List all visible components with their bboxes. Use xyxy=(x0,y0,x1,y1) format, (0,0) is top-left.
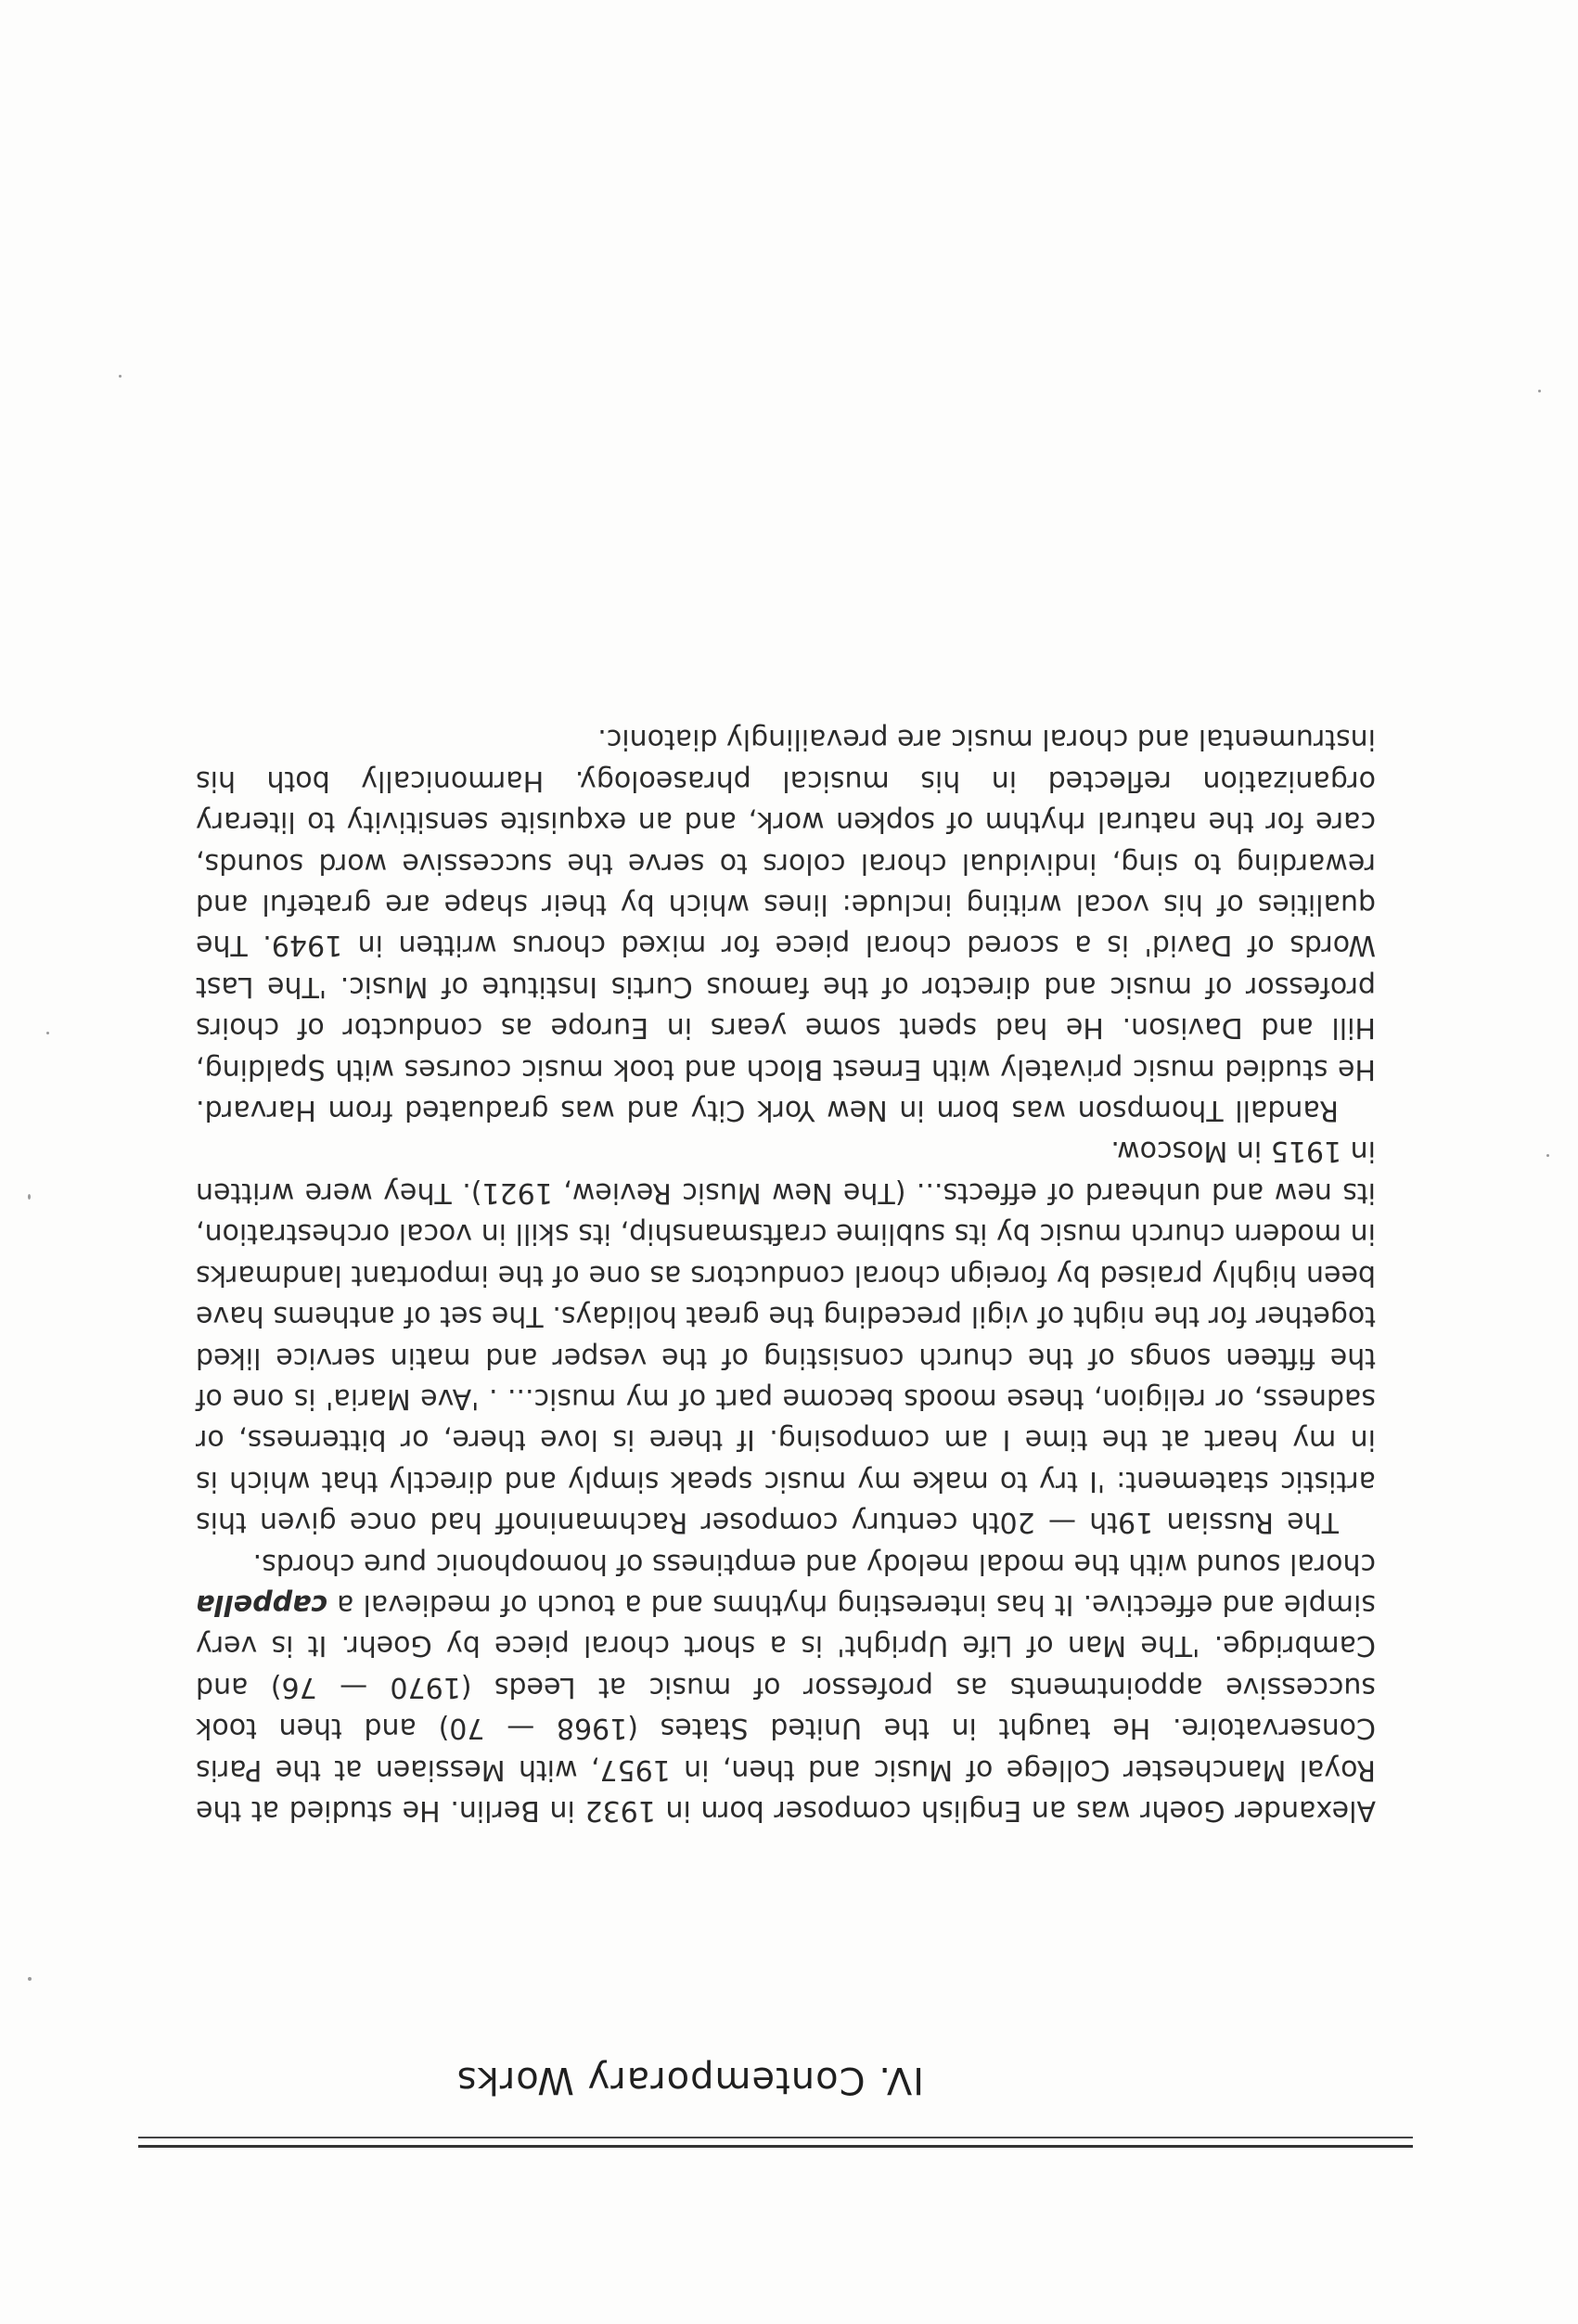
scan-speck xyxy=(119,375,122,378)
goehr-text-part1: Alexander Goehr was an English composer born in 1932 in Berlin. He studied at the Royal Manchester College of Music and then, in 1957, with Messiaen at the Paris Conservatoire. He taught in the United States (1968 — 70) and then took successive appointments as professor of music at Leeds (1970 — 76) and Cambridge. 'The Man of Life Upright' is a short choral piece by Goehr. It is very simple and effective. It has interesting rhythms and a touch of medieval a xyxy=(196,1587,1376,1827)
goehr-emphasis: cappella xyxy=(196,1587,328,1621)
scan-speck xyxy=(1546,1154,1549,1157)
paragraph-rachmaninoff: The Russian 19th — 20th century composer Rachmaninoff had once given this artistic statement: 'I try to make my music speak simply and directly that which is in my heart at the time I am composing. If there is love there, or bitterness, or sadness, or religion, these moods become part of my music... . 'Ave Maria' is one of the fifteen songs of the church consisting of the vesper and matin service liked together for the night of vigil preceding the great holidays. The set of anthems have been highly praised by foreign choral conductors as one of the important landmarks in modern church music by its sublime craftsmanship, its skill in vocal orchestration, its new and unheard of effects... (The New Music Review, 1921). They were written in 1915 in Moscow. xyxy=(196,1135,1376,1539)
scan-speck xyxy=(28,1194,31,1200)
body-text xyxy=(196,718,1376,1830)
goehr-text-part2: choral sound with the modal melody and emptiness of homophonic pure chords. xyxy=(252,1547,1376,1580)
scan-speck xyxy=(28,1977,32,1981)
scan-speck xyxy=(1538,390,1541,392)
header-rule xyxy=(138,2145,1413,2148)
paragraph-thompson: Randall Thompson was born in New York City and was graduated from Harvard. He studied music privately with Ernest Bloch and took music courses with Spalding, Hill and Davison. He had spent some years in Europe as conductor of choirs professor of music and director of the famous Curtis Institute of Music. 'The Last Words of David' is a scored choral piece for mixed chorus written in 1949. The qualities of his vocal writing include: lines which by their shape are grateful and rewarding to sing, individual choral colors to serve the successive word sounds, care for the natural rhythm of sopken work, and an exquisite sensitivity to literary organization reflected in his musical phraseology. Harmonically both his instrumental and choral music are prevailingly diatonic. xyxy=(196,723,1376,1127)
paragraph-goehr xyxy=(196,1542,1376,1830)
header-rule-secondary xyxy=(138,2137,1413,2138)
section-heading: IV. Contemporary Works xyxy=(455,2059,924,2101)
scan-speck xyxy=(46,1032,49,1034)
